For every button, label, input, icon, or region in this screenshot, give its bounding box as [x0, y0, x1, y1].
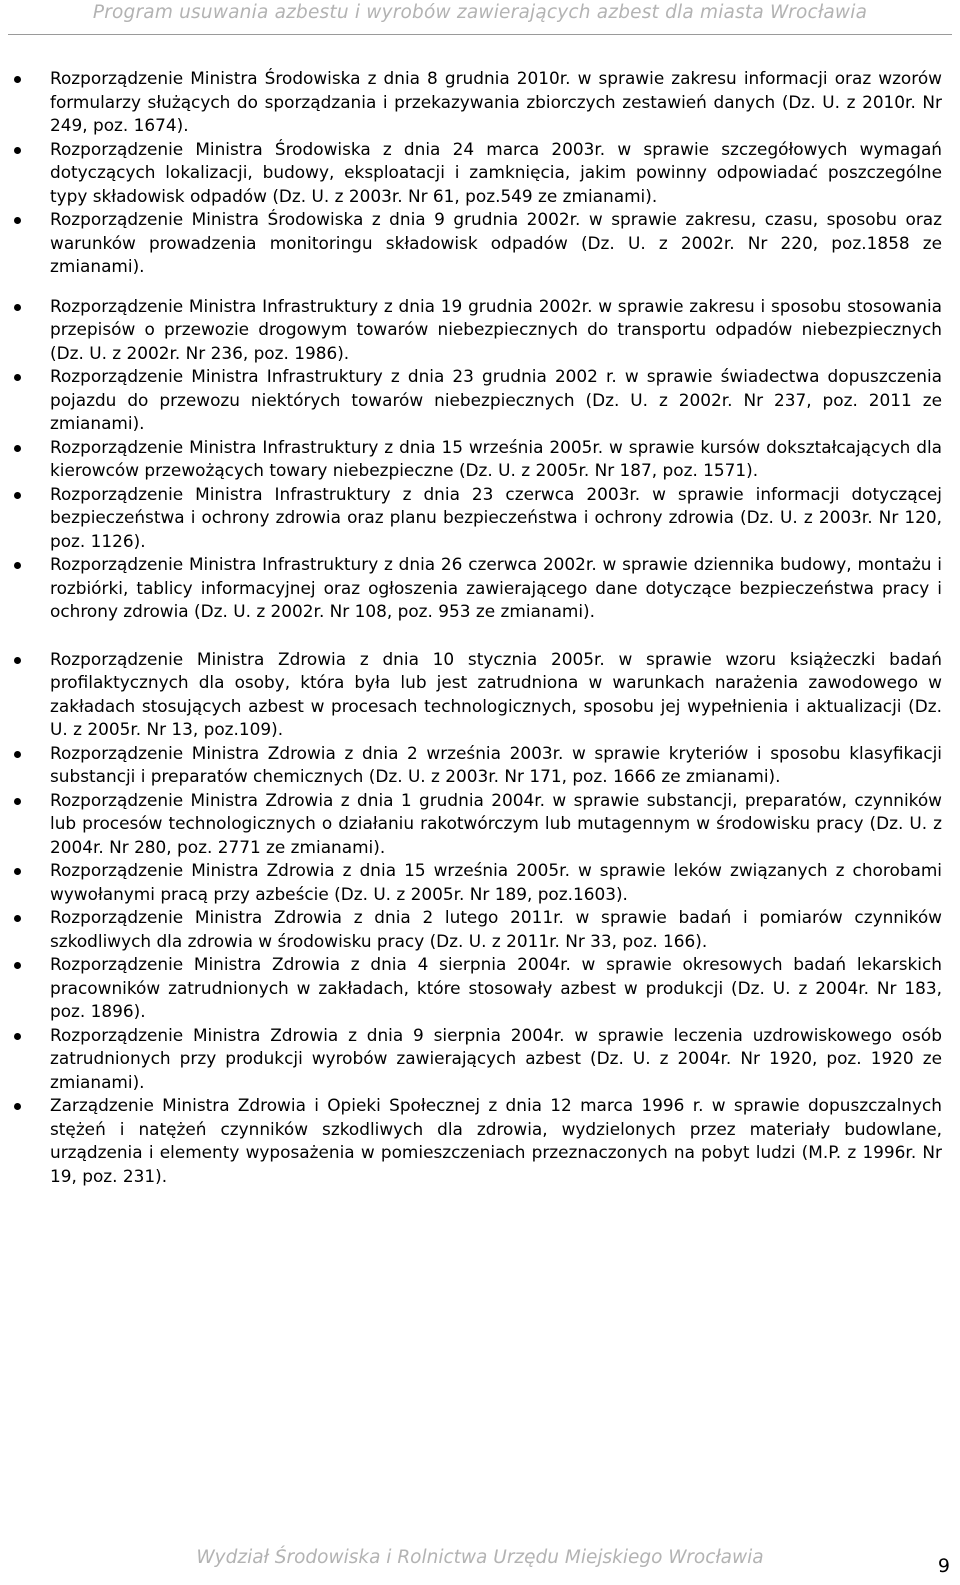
bullet-icon: [14, 962, 21, 969]
list-item-text: Rozporządzenie Ministra Środowiska z dnia 8 grudnia 2010r. w sprawie zakresu informacji oraz wzorów formularzy służących do sporządzania i przekazywania zbiorczych zestawień danych (Dz. U. z 2010r. Nr 249, poz. 1674).: [50, 68, 942, 135]
list-item-text: Zarządzenie Ministra Zdrowia i Opieki Społecznej z dnia 12 marca 1996 r. w sprawie dopuszczalnych stężeń i natężeń czynników szkodliwych dla zdrowia, wydzielonych przez materiały budowlane, urządzenia i elementy wyposażenia w pomieszczeniach przeznaczonych na pobyt ludzi (M.P. z 1996r. Nr 19, poz. 231).: [50, 1095, 942, 1186]
list-item: [0, 365, 942, 436]
bullet-icon: [14, 751, 21, 758]
list-item: [0, 483, 942, 554]
header-divider: [8, 34, 952, 35]
bullet-icon: [14, 76, 21, 83]
bullet-icon: [14, 445, 21, 452]
bullet-icon: [14, 217, 21, 224]
document-body: [0, 67, 960, 1188]
bullet-icon: [14, 798, 21, 805]
page-footer: Wydział Środowiska i Rolnictwa Urzędu Miejskiego Wrocławia: [196, 1547, 764, 1568]
list-item-text: Rozporządzenie Ministra Zdrowia z dnia 2 lutego 2011r. w sprawie badań i pomiarów czynników szkodliwych dla zdrowia w środowisku pracy (Dz. U. z 2011r. Nr 33, poz. 166).: [50, 907, 942, 951]
list-item-text: Rozporządzenie Ministra Środowiska z dnia 9 grudnia 2002r. w sprawie zakresu, czasu, sposobu oraz warunków prowadzenia monitoringu składowisk odpadów (Dz. U. z 2002r. Nr 220, poz.1858 ze zmianami).: [50, 209, 942, 276]
bullet-icon: [14, 1033, 21, 1040]
bullet-icon: [14, 915, 21, 922]
list-item: [0, 436, 942, 483]
list-item: [0, 1024, 942, 1095]
list-item: [0, 553, 942, 624]
bullet-icon: [14, 562, 21, 569]
list-item-text: Rozporządzenie Ministra Zdrowia z dnia 15 września 2005r. w sprawie leków związanych z chorobami wywołanymi pracą przy azbeście (Dz. U. z 2005r. Nr 189, poz.1603).: [50, 860, 942, 904]
list-item-text: Rozporządzenie Ministra Zdrowia z dnia 4 sierpnia 2004r. w sprawie okresowych badań lekarskich pracowników zatrudnionych w zakładach, które stosowały azbest w produkcji (Dz. U. z 2004r. Nr 183, poz. 1896).: [50, 954, 942, 1021]
list-item-text: Rozporządzenie Ministra Infrastruktury z dnia 23 czerwca 2003r. w sprawie informacji dotyczącej bezpieczeństwa i ochrony zdrowia oraz planu bezpieczeństwa i ochrony zdrowia (Dz. U. z 2003r. Nr 120, poz. 1126).: [50, 483, 942, 551]
regulations-list: [0, 67, 960, 1188]
list-item: [0, 1094, 942, 1188]
list-item: [0, 648, 942, 742]
list-item: [0, 67, 942, 138]
list-item: [0, 953, 942, 1024]
list-item-text: Rozporządzenie Ministra Środowiska z dnia 24 marca 2003r. w sprawie szczegółowych wymagań dotyczących lokalizacji, budowy, eksploatacji i zamknięcia, jakim powinny odpowiadać poszczególne typy składowisk odpadów (Dz. U. z 2003r. Nr 61, poz.549 ze zmianami).: [50, 138, 942, 206]
list-item-text: Rozporządzenie Ministra Zdrowia z dnia 10 stycznia 2005r. w sprawie wzoru książeczki badań profilaktycznych dla osoby, która była lub jest zatrudniona w warunkach narażenia zawodowego w zakładach stosujących azbest w procesach technologicznych, sposobu jej wypełnienia i aktualizacji (Dz. U. z 2005r. Nr 13, poz.109).: [50, 648, 942, 739]
bullet-icon: [14, 657, 21, 664]
list-item: [0, 906, 942, 953]
bullet-icon: [14, 492, 21, 499]
list-item: [0, 789, 942, 860]
list-item-text: Rozporządzenie Ministra Infrastruktury z dnia 15 września 2005r. w sprawie kursów dokształcających dla kierowców przewożących towary niebezpieczne (Dz. U. z 2005r. Nr 187, poz. 1571).: [50, 436, 942, 480]
list-item-text: Rozporządzenie Ministra Zdrowia z dnia 9 sierpnia 2004r. w sprawie leczenia uzdrowiskowego osób zatrudnionych przy produkcji wyrobów zawierających azbest (Dz. U. z 2004r. Nr 1920, poz. 1920 ze zmianami).: [50, 1024, 942, 1092]
list-item-text: Rozporządzenie Ministra Zdrowia z dnia 2 września 2003r. w sprawie kryteriów i sposobu klasyfikacji substancji i preparatów chemicznych (Dz. U. z 2003r. Nr 171, poz. 1666 ze zmianami).: [50, 742, 942, 786]
bullet-icon: [14, 868, 21, 875]
list-item-text: Rozporządzenie Ministra Infrastruktury z dnia 26 czerwca 2002r. w sprawie dziennika budowy, montażu i rozbiórki, tablicy informacyjnej oraz ogłoszenia zawierającego dane dotyczące bezpieczeństwa pracy i ochrony zdrowia (Dz. U. z 2002r. Nr 108, poz. 953 ze zmianami).: [50, 554, 942, 621]
page-header: Program usuwania azbestu i wyrobów zawierających azbest dla miasta Wrocławia: [92, 2, 868, 23]
list-item-text: Rozporządzenie Ministra Infrastruktury z dnia 19 grudnia 2002r. w sprawie zakresu i sposobu stosowania przepisów o przewozie drogowym towarów niebezpiecznych do transportu odpadów niebezpiecznych (Dz. U. z 2002r. Nr 236, poz. 1986).: [50, 295, 942, 363]
list-item: [0, 208, 942, 279]
list-item: [0, 742, 942, 789]
list-item: [0, 295, 942, 366]
list-item-text: Rozporządzenie Ministra Zdrowia z dnia 1 grudnia 2004r. w sprawie substancji, preparatów, czynników lub procesów technologicznych o działaniu rakotwórczym lub mutagennym w środowisku pracy (Dz. U. z 2004r. Nr 280, poz. 2771 ze zmianami).: [50, 789, 942, 857]
bullet-icon: [14, 304, 21, 311]
list-item: [0, 859, 942, 906]
bullet-icon: [14, 147, 21, 154]
page-number: 9: [937, 1555, 950, 1577]
list-item: [0, 138, 942, 209]
bullet-icon: [14, 1103, 21, 1110]
list-item-text: Rozporządzenie Ministra Infrastruktury z dnia 23 grudnia 2002 r. w sprawie świadectwa dopuszczenia pojazdu do przewozu niektórych towarów niebezpiecznych (Dz. U. z 2002r. Nr 237, poz. 2011 ze zmianami).: [50, 366, 942, 433]
bullet-icon: [14, 374, 21, 381]
